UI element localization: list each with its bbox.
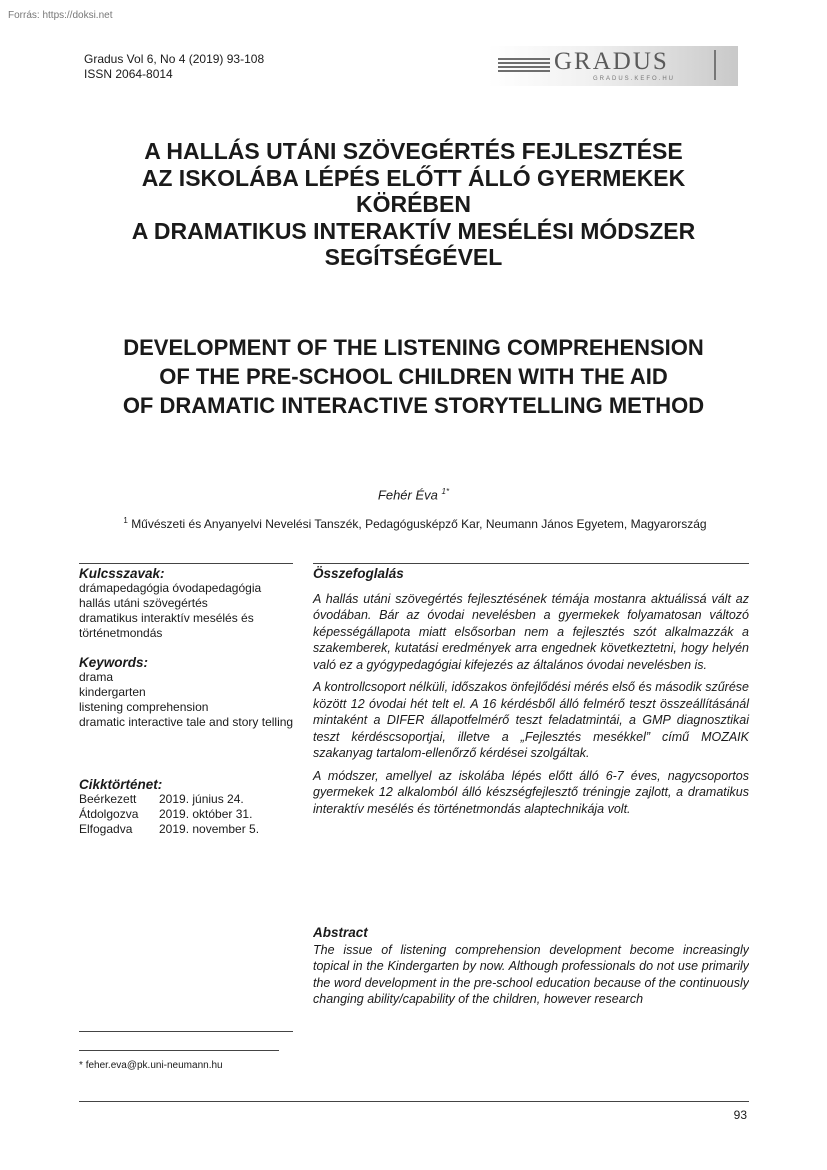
page-bottom-rule: [79, 1101, 749, 1102]
journal-info: [84, 52, 264, 82]
title-hu-line: A DRAMATIKUS INTERAKTÍV MESÉLÉSI MÓDSZER: [131, 217, 696, 244]
history-label: Beérkezett: [79, 792, 137, 806]
summary-paragraph: A kontrollcsoport nélküli, időszakos önfejlődési mérés első és második szűrése között 12 óvodai hét telt el. A 16 kérdésből álló felmérő teszt összeállításánál mintaként a DIFER állapotfelmérő teszt feladatmintái, a GMP diagnosztikai teszt kérdéscsoportjai, illetve a „Fejlesztés mesékkel” című MOZAIK szakanyag tartalom-ellenőrző kérdései szolgáltak.: [313, 680, 749, 760]
keyword-item: hallás utáni szövegértés: [79, 596, 208, 610]
title-hu-line: KÖRÉBEN: [355, 191, 471, 217]
abstract-text: The issue of listening comprehension development become increasingly topical in the Kindergarten by now. Although professionals do not use primarily the word development in the pre-school education because of the continuously changing ability/capability of the children, however research: [313, 942, 749, 1006]
footnote-email[interactable]: feher.eva@pk.uni-neumann.hu: [85, 1060, 223, 1071]
keyword-item: dramatic interactive tale and story telling: [79, 715, 294, 729]
history-label: Elfogadva: [79, 822, 133, 836]
journal-volume: Gradus Vol 6, No 4 (2019) 93-108: [84, 52, 265, 66]
affiliation-sup: 1: [123, 516, 128, 525]
logo-name: GRADUS: [554, 48, 669, 75]
affiliation-text: Művészeti és Anyanyelvi Nevelési Tanszék, Pedagógusképző Kar, Neumann János Egyetem, Magyarország: [131, 517, 707, 531]
sidebar-top-rule: [79, 563, 293, 564]
author-name: Fehér Éva: [377, 487, 438, 503]
title-en-line: OF THE PRE-SCHOOL CHILDREN WITH THE AID: [159, 364, 668, 389]
title-english: [60, 333, 767, 420]
summary-paragraph: A hallás utáni szövegértés fejlesztésének témája mostanra aktuálissá vált az óvodában. Bár az óvodai nevelésben a gyermekek folyamatosan változó képességállapota miatt elsősorban nem a fejlesztés szót alkalmazzák a szakemberek, kutatási eredmények arra engednek következtetni, hogy helyén való ez a gyógypedagógiai kifejezés az általános óvodai nevelésben is.: [313, 591, 749, 672]
keyword-item: dramatikus interaktív mesélés és történetmondás: [79, 611, 254, 640]
keywords-en-heading: Keywords:: [79, 655, 149, 670]
keyword-item: listening comprehension: [79, 700, 209, 714]
title-hu-line: A HALLÁS UTÁNI SZÖVEGÉRTÉS FEJLESZTÉSE: [144, 138, 683, 164]
author: [0, 487, 827, 502]
summary-section: [313, 566, 749, 823]
keywords-hungarian: [79, 566, 294, 641]
keyword-item: kindergarten: [79, 685, 146, 699]
source-note: Forrás: https://doksi.net: [8, 10, 113, 21]
keywords-english: [79, 655, 294, 730]
article-history: [79, 777, 294, 837]
footnote-mark: *: [79, 1060, 83, 1071]
keywords-hu-heading: Kulcsszavak:: [79, 566, 165, 581]
keyword-item: drama: [79, 670, 114, 684]
author-sup: 1*: [441, 487, 450, 496]
abstract-heading: Abstract: [313, 925, 368, 940]
logo-divider: [714, 50, 716, 80]
footnote-rule: [79, 1050, 279, 1051]
affiliation: [110, 513, 720, 532]
footnote: [79, 1060, 223, 1071]
title-en-line: DEVELOPMENT OF THE LISTENING COMPREHENSION: [123, 335, 704, 360]
gradus-logo: [488, 46, 738, 86]
history-date: 2019. november 5.: [159, 822, 260, 836]
title-en-line: OF DRAMATIC INTERACTIVE STORYTELLING METHOD: [122, 393, 705, 418]
history-date: 2019. október 31.: [159, 807, 253, 821]
title-hu-line: AZ ISKOLÁBA LÉPÉS ELŐTT ÁLLÓ GYERMEKEK: [141, 164, 686, 191]
history-row: [79, 792, 259, 807]
logo-lines-icon: [498, 58, 550, 72]
title-hungarian: [60, 138, 767, 271]
abstract-section: [313, 925, 749, 1031]
history-row: [79, 807, 259, 822]
history-table: [79, 792, 259, 837]
summary-paragraph: A módszer, amellyel az iskolába lépés előtt álló 6-7 éves, nagycsoportos gyermekek 12 alkalomból álló készségfejlesztő tréningje zajlott, a dramatikus interaktív mesélés és történetmondás alaptechnikája volt.: [313, 768, 749, 816]
history-heading: Cikktörténet:: [79, 777, 163, 792]
history-label: Átdolgozva: [79, 807, 139, 821]
history-date: 2019. június 24.: [159, 792, 244, 806]
title-hu-line: SEGÍTSÉGÉVEL: [324, 244, 503, 270]
page-number: 93: [733, 1108, 747, 1122]
logo-url: GRADUS.KEFO.HU: [593, 76, 676, 82]
summary-heading: Összefoglalás: [313, 566, 404, 581]
history-row: [79, 822, 259, 837]
journal-issn: ISSN 2064-8014: [84, 67, 173, 81]
keyword-item: drámapedagógia óvodapedagógia: [79, 581, 262, 595]
main-top-rule: [313, 563, 749, 564]
sidebar-bottom-rule: [79, 1031, 293, 1032]
